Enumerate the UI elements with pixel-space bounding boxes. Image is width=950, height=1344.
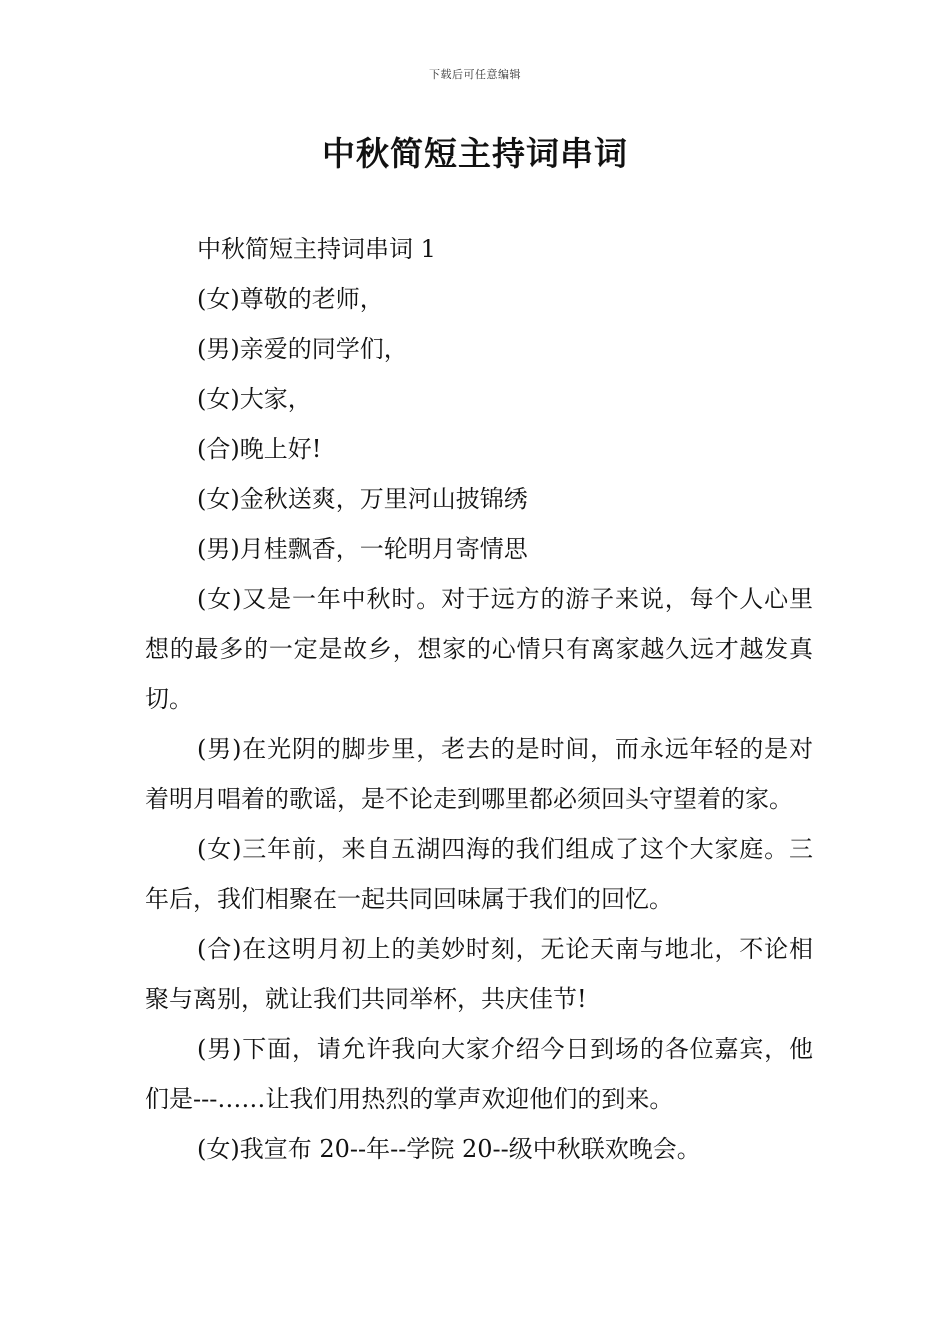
paragraph: (女)金秋送爽，万里河山披锦绣 xyxy=(197,485,528,513)
paragraph: (男)下面，请允许我向大家介绍今日到场的各位嘉宾，他们是---……让我们用热烈的掌声欢迎他们的到来。 xyxy=(145,1035,813,1113)
paragraph: (合)在这明月初上的美妙时刻，无论天南与地北，不论相聚与离别，就让我们共同举杯，共庆佳节! xyxy=(145,935,813,1013)
paragraph: (男)在光阴的脚步里，老去的是时间，而永远年轻的是对着明月唱着的歌谣，是不论走到哪里都必须回头守望着的家。 xyxy=(145,735,813,813)
header-note: 下载后可任意编辑 xyxy=(429,68,521,81)
document-title: 中秋简短主持词串词 xyxy=(322,134,628,173)
paragraph: (女)又是一年中秋时。对于远方的游子来说，每个人心里想的最多的一定是故乡，想家的心情只有离家越久远才越发真切。 xyxy=(145,585,813,713)
paragraph: (女)三年前，来自五湖四海的我们组成了这个大家庭。三年后，我们相聚在一起共同回味属于我们的回忆。 xyxy=(145,835,813,913)
paragraph: (女)尊敬的老师， xyxy=(197,285,384,313)
paragraph: (女)大家， xyxy=(197,385,312,413)
paragraph: (男)亲爱的同学们， xyxy=(197,335,408,363)
section-heading: 中秋简短主持词串词 1 xyxy=(197,235,436,263)
paragraph: (女)我宣布 20--年--学院 20--级中秋联欢晚会。 xyxy=(197,1135,701,1163)
paragraph: (合)晚上好! xyxy=(197,435,322,463)
paragraph: (男)月桂飘香，一轮明月寄情思 xyxy=(197,535,528,563)
document-body xyxy=(145,224,813,1174)
